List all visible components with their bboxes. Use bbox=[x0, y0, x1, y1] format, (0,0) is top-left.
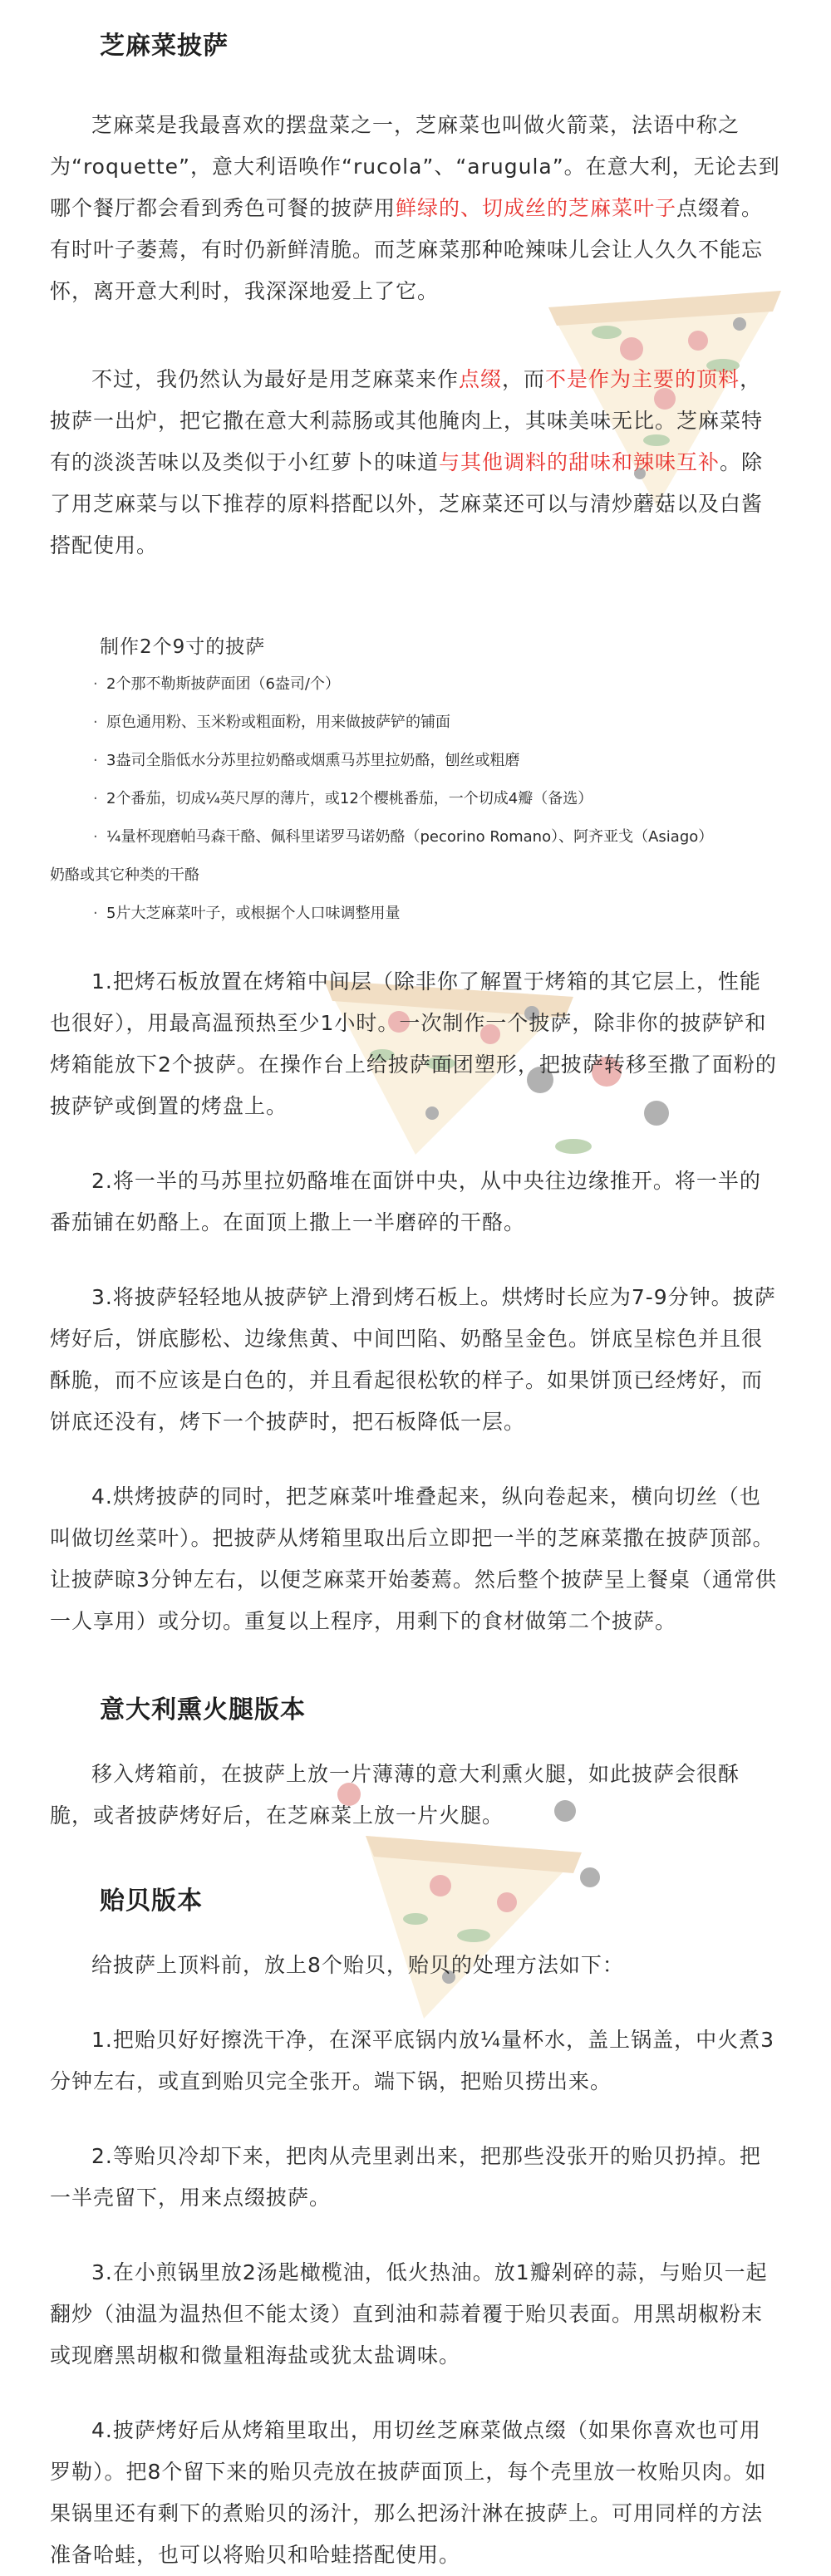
intro-text: 点缀着。有时叶子萎蔫，有时仍新鲜清脆。而芝麻菜那种呛辣味儿会让人久久不能忘怀，离开意大利时，我深深地爱上了它。 bbox=[50, 196, 764, 303]
ingredient-item: · ¼量杯现磨帕马森干酪、佩科里诺罗马诺奶酪（pecorino Romano）、阿齐亚戈（Asiago） bbox=[93, 818, 781, 856]
step-paragraph: 4.烘烤披萨的同时，把芝麻菜叶堆叠起来，纵向卷起来，横向切丝（也叫做切丝菜叶）。把披萨从烤箱里取出后立即把一半的芝麻菜撒在披萨顶部。让披萨晾3分钟左右，以便芝麻菜开始萎蔫。然后整个披萨呈上餐桌（通常供一人享用）或分切。重复以上程序，用剩下的食材做第二个披萨。 bbox=[50, 1484, 777, 1633]
ingredient-item: · 3盎司全脂低水分苏里拉奶酪或烟熏马苏里拉奶酪，刨丝或粗磨 bbox=[93, 742, 781, 780]
intro-paragraph-1 bbox=[50, 105, 781, 312]
step-paragraph: 1.把烤石板放置在烤箱中间层（除非你了解置于烤箱的其它层上，性能也很好），用最高温预热至少1小时。一次制作一个披萨，除非你的披萨铲和烤箱能放下2个披萨。在操作台上给披萨面团塑形，把披萨转移至撒了面粉的披萨铲或倒置的烤盘上。 bbox=[50, 969, 777, 1118]
mussel-step-paragraph: 3.在小煎锅里放2汤匙橄榄油，低火热油。放1瓣剁碎的蒜，与贻贝一起翻炒（油温为温热但不能太烫）直到油和蒜着覆于贻贝表面。用黑胡椒粉末或现磨黑胡椒和微量粗海盐或犹太盐调味。 bbox=[50, 2260, 768, 2367]
mussel-step-paragraph: 1.把贻贝好好擦洗干净，在深平底锅内放¼量杯水，盖上锅盖，中火煮3分钟左右，或直到贻贝完全张开。端下锅，把贻贝捞出来。 bbox=[50, 2028, 774, 2093]
ingredient-item: · 2个番茄，切成¼英尺厚的薄片，或12个樱桃番茄，一个切成4瓣（备选） bbox=[93, 780, 781, 818]
intro-paragraph-2 bbox=[50, 359, 781, 567]
intro-text: 不过，我仍然认为最好是用芝麻菜来作 bbox=[91, 367, 460, 391]
ingredient-list bbox=[50, 665, 781, 933]
prosciutto-section-title: 意大利熏火腿版本 bbox=[100, 1695, 306, 1725]
ingredient-item: · 2个那不勒斯披萨面团（6盎司/个） bbox=[93, 665, 781, 704]
page-title: 芝麻菜披萨 bbox=[100, 32, 229, 61]
intro-text: ，而 bbox=[502, 367, 546, 391]
mussel-intro-paragraph: 给披萨上顶料前，放上8个贻贝，贻贝的处理方法如下： bbox=[91, 1953, 624, 1977]
prosciutto-paragraph: 移入烤箱前，在披萨上放一片薄薄的意大利熏火腿，如此披萨会很酥脆，或者披萨烤好后，在芝麻菜上放一片火腿。 bbox=[50, 1762, 740, 1828]
ingredient-item: · 原色通用粉、玉米粉或粗面粉，用来做披萨铲的铺面 bbox=[93, 704, 781, 742]
highlight-text: 点缀 bbox=[459, 367, 503, 391]
ingredient-item-continuation: · 奶酪或其它种类的干酪 bbox=[50, 856, 781, 895]
intro-text: 。除了用芝麻菜与以下推荐的原料搭配以外，芝麻菜还可以与清炒蘑菇以及白酱搭配使用。 bbox=[50, 450, 764, 557]
mussel-step-paragraph: 4.披萨烤好后从烤箱里取出，用切丝芝麻菜做点缀（如果你喜欢也可用罗勒）。把8个留下来的贻贝壳放在披萨面顶上，每个壳里放一枚贻贝肉。如果锅里还有剩下的煮贻贝的汤汁，那么把汤汁淋在披萨上。可用同样的方法准备哈蛙，也可以将贻贝和哈蛙搭配使用。 bbox=[50, 2418, 767, 2567]
mussel-step-paragraph: 2.等贻贝冷却下来，把肉从壳里剥出来，把那些没张开的贻贝扔掉。把一半壳留下，用来点缀披萨。 bbox=[50, 2144, 761, 2210]
mussel-section-title: 贻贝版本 bbox=[100, 1887, 203, 1916]
highlight-text: 鲜绿的、切成丝的芝麻菜叶子 bbox=[396, 196, 677, 220]
intro-text: 芝麻菜是我最喜欢的摆盘菜之一，芝麻菜也叫做火箭菜，法语中称之为“roquette”，意大利语唤作“rucola”、“arugula”。在意大利，无论去到哪个餐厅都会看到秀色可餐的披萨用 bbox=[50, 113, 780, 220]
step-paragraph: 3.将披萨轻轻地从披萨铲上滑到烤石板上。烘烤时长应为7-9分钟。披萨烤好后，饼底膨松、边缘焦黄、中间凹陷、奶酪呈金色。饼底呈棕色并且很酥脆，而不应该是白色的，并且看起很松软的样子。如果饼顶已经烤好，而饼底还没有，烤下一个披萨时，把石板降低一层。 bbox=[50, 1285, 776, 1434]
highlight-text: 不是作为主要的顶料 bbox=[545, 367, 740, 391]
step-paragraph: 2.将一半的马苏里拉奶酪堆在面饼中央，从中央往边缘推开。将一半的番茄铺在奶酪上。在面顶上撒上一半磨碎的干酪。 bbox=[50, 1169, 761, 1234]
recipe-title: 制作2个9寸的披萨 bbox=[100, 636, 266, 658]
highlight-text: 与其他调料的甜味和辣味互补 bbox=[439, 450, 720, 474]
intro-text: ，披萨一出炉，把它撒在意大利蒜肠或其他腌肉上，其味美味无比。芝麻菜特有的淡淡苦味以及类似于小红萝卜的味道 bbox=[50, 367, 764, 474]
ingredient-item: · 5片大芝麻菜叶子，或根据个人口味调整用量 bbox=[93, 895, 781, 933]
